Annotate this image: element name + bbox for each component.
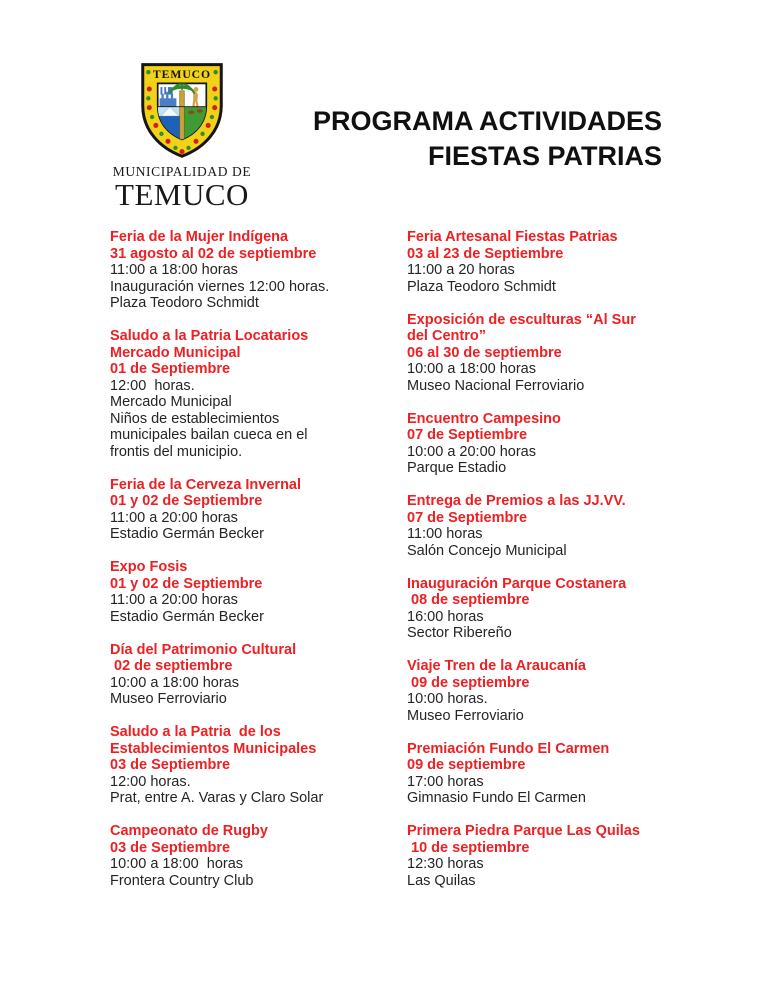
event-heading-line: Encuentro Campesino [407, 410, 561, 427]
event-detail-line: 11:00 a 18:00 horas [110, 262, 238, 278]
event-detail-line: 10:00 a 18:00 horas [110, 674, 239, 691]
event-heading-line: 03 de Septiembre [110, 757, 231, 773]
event-detail-line: Estadio Germán Becker [110, 608, 264, 625]
event-detail-line: Estadio Germán Becker [110, 526, 264, 542]
event-detail-line: Plaza Teodoro Schmidt [407, 278, 556, 295]
event-heading-line: 01 y 02 de Septiembre [110, 575, 263, 592]
column-right [407, 229, 692, 906]
event-detail-line: Salón Concejo Municipal [407, 542, 567, 559]
event-heading-line: del Centro” [407, 328, 486, 344]
event-heading-line: Saludo a la Patria Locatarios [110, 328, 309, 344]
event-heading-line: 03 al 23 de Septiembre [407, 245, 564, 262]
event-heading-line: Día del Patrimonio Cultural [110, 641, 297, 658]
event-heading-line: Premiación Fundo El Carmen [407, 740, 610, 757]
event-detail-line: Plaza Teodoro Schmidt [110, 295, 259, 311]
event-block [407, 229, 692, 295]
event-heading-line: Mercado Municipal [110, 344, 241, 361]
event-detail-line: Museo Ferroviario [110, 691, 227, 707]
event-detail-line: Frontera Country Club [110, 872, 254, 889]
event-detail-line: Museo Nacional Ferroviario [407, 377, 585, 394]
temuco-coat-of-arms-icon [135, 60, 229, 160]
event-detail-line: 10:00 a 20:00 horas [407, 443, 536, 460]
event-heading-line: Feria de la Cerveza Invernal [110, 476, 302, 493]
event-heading-line: 31 agosto al 02 de septiembre [110, 245, 317, 262]
event-detail-line: 10:00 horas. [407, 691, 488, 707]
event-block [110, 559, 395, 625]
event-block [407, 493, 692, 559]
event-detail-line: Parque Estadio [407, 460, 507, 476]
event-block [110, 328, 395, 460]
event-detail-line: Mercado Municipal [110, 394, 232, 410]
event-heading-line: Exposición de esculturas “Al Sur [407, 311, 636, 328]
event-detail-line: 10:00 a 18:00 horas [110, 856, 244, 872]
event-detail-line: 17:00 horas [407, 773, 484, 790]
event-detail-line: 11:00 horas [407, 526, 483, 542]
event-block [407, 576, 692, 642]
event-heading-line: Feria de la Mujer Indígena [110, 229, 289, 245]
event-detail-line: Sector Ribereño [407, 625, 512, 641]
event-heading-line: Feria Artesanal Fiestas Patrias [407, 229, 618, 245]
event-detail-line: Niños de establecimientos [110, 410, 280, 427]
event-heading-line: Expo Fosis [110, 559, 188, 575]
event-block [407, 312, 692, 395]
event-heading-line: 02 de septiembre [110, 658, 233, 674]
event-detail-line: 10:00 a 18:00 horas [407, 361, 536, 377]
event-detail-line: 11:00 a 20:00 horas [110, 592, 238, 608]
event-detail-line: 11:00 a 20:00 horas [110, 509, 238, 526]
event-detail-line: 12:00 horas. [110, 377, 195, 394]
event-detail-line: 12:00 horas. [110, 773, 191, 790]
event-detail-line: 16:00 horas [407, 608, 484, 625]
event-heading-line: 10 de septiembre [407, 839, 530, 856]
event-heading-line: 01 de Septiembre [110, 361, 231, 377]
event-heading-line: Saludo a la Patria de los [110, 724, 281, 740]
event-block [110, 823, 395, 889]
event-heading-line: Primera Piedra Parque Las Quilas [407, 823, 640, 839]
event-block [110, 724, 395, 807]
event-detail-line: municipales bailan cueca en el [110, 427, 308, 443]
page-title-line1: PROGRAMA ACTIVIDADES [312, 106, 662, 136]
event-heading-line: 09 de septiembre [407, 757, 526, 773]
page-title [313, 104, 662, 174]
event-heading-line: Entrega de Premios a las JJ.VV. [407, 493, 626, 509]
event-heading-line: Establecimientos Municipales [110, 740, 317, 757]
event-heading-line: 08 de septiembre [407, 592, 530, 608]
event-block [407, 411, 692, 477]
column-left [110, 229, 395, 906]
logo-org-name-line2: TEMUCO [115, 177, 249, 212]
event-heading-line: 09 de septiembre [407, 674, 530, 691]
logo-org-name-line1: MUNICIPALIDAD DE [112, 164, 252, 179]
event-heading-line: Viaje Tren de la Araucanía [407, 658, 586, 674]
event-block [407, 741, 692, 807]
event-block [407, 823, 692, 889]
event-heading-line: 03 de Septiembre [110, 839, 231, 856]
event-detail-line: Las Quilas [407, 872, 476, 889]
shield-banner-text: TEMUCO [152, 67, 212, 81]
event-heading-line: 01 y 02 de Septiembre [110, 493, 263, 509]
event-heading-line: 07 de Septiembre [407, 427, 528, 443]
event-heading-line: Inauguración Parque Costanera [407, 575, 627, 592]
event-heading-line: 06 al 30 de septiembre [407, 344, 562, 361]
event-heading-line: Campeonato de Rugby [110, 823, 268, 839]
event-block [110, 229, 395, 312]
logo [94, 60, 270, 210]
page-title-line2: FIESTAS PATRIAS [427, 141, 662, 171]
event-detail-line: 12:30 horas [407, 856, 484, 872]
event-block [110, 642, 395, 708]
event-detail-line: Museo Ferroviario [407, 707, 524, 724]
event-detail-line: Prat, entre A. Varas y Claro Solar [110, 790, 324, 806]
event-block [407, 658, 692, 724]
event-detail-line: frontis del municipio. [110, 443, 243, 460]
event-heading-line: 07 de Septiembre [407, 509, 528, 526]
event-detail-line: Gimnasio Fundo El Carmen [407, 790, 586, 806]
event-detail-line: Inauguración viernes 12:00 horas. [110, 278, 330, 295]
event-detail-line: 11:00 a 20 horas [407, 262, 515, 278]
event-block [110, 477, 395, 543]
